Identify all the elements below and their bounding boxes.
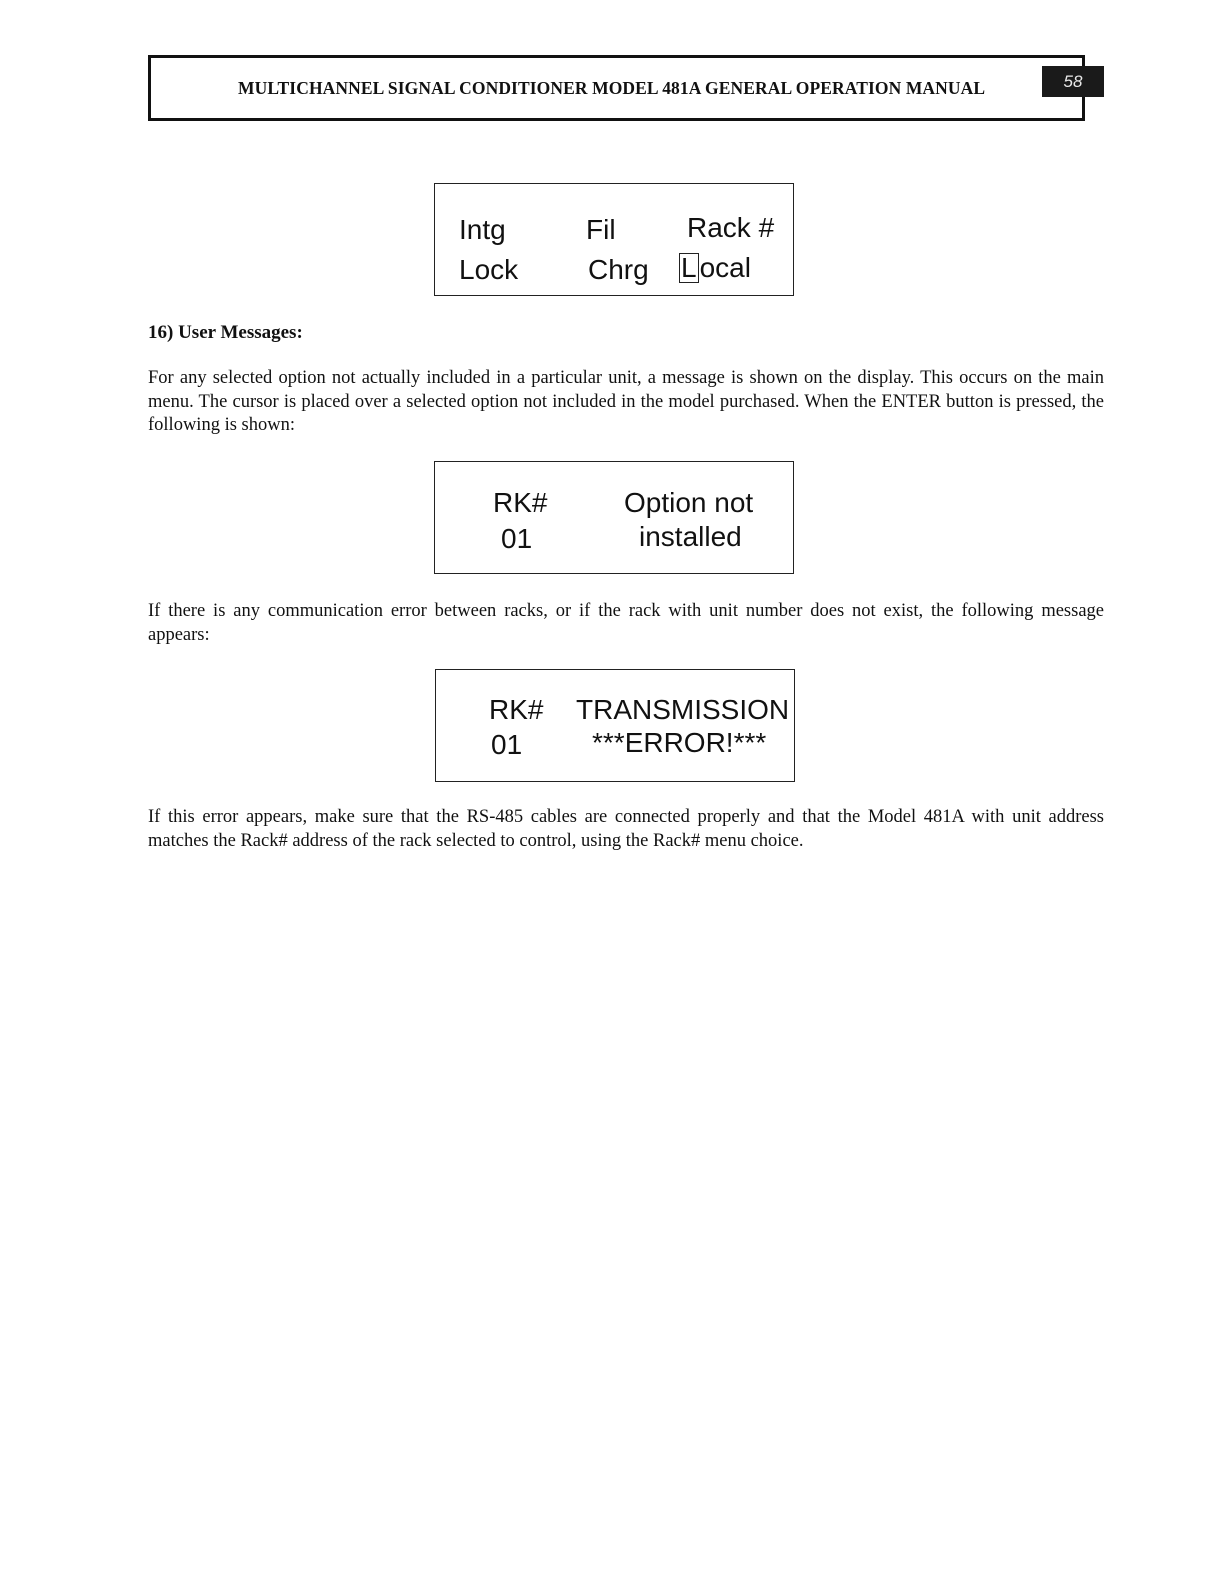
menu-option-rack: Rack # bbox=[687, 212, 775, 243]
paragraph-error-resolution: If this error appears, make sure that the RS-485 cables are connected properly and that the Model 481A with unit address matches the Rack# address of the rack selected to control, using the Rack# menu choice. bbox=[148, 807, 1104, 851]
lcd-display-main-menu bbox=[434, 183, 794, 296]
cursor-box: L bbox=[681, 252, 697, 283]
paragraph-option-not-installed: For any selected option not actually included in a particular unit, a message is shown on the display. This occurs on the main menu. The cursor is placed over a selected option not included in the model purchased. When the ENTER button is pressed, the following is shown: bbox=[148, 368, 1104, 435]
message-line-2: installed bbox=[639, 521, 742, 552]
menu-option-intg: Intg bbox=[459, 214, 506, 245]
rack-number: 01 bbox=[501, 523, 533, 554]
message-line-2: ***ERROR!*** bbox=[592, 727, 767, 758]
rack-number: 01 bbox=[491, 729, 523, 760]
message-line-1: TRANSMISSION bbox=[576, 694, 790, 725]
rack-label: RK# bbox=[489, 694, 544, 725]
message-line-1: Option not bbox=[624, 487, 754, 518]
menu-option-local bbox=[679, 253, 751, 283]
lcd-display-option-not-installed bbox=[434, 461, 794, 574]
menu-option-lock: Lock bbox=[459, 254, 519, 285]
menu-option-local-text: ocal bbox=[699, 252, 751, 283]
section-heading-user-messages: 16) User Messages: bbox=[148, 322, 303, 343]
paragraph-communication-error: If there is any communication error between racks, or if the rack with unit number does not exist, the following message appears: bbox=[148, 601, 1104, 645]
page-number: 58 bbox=[1042, 66, 1104, 97]
menu-option-chrg: Chrg bbox=[588, 254, 649, 285]
rack-label: RK# bbox=[493, 487, 548, 518]
menu-option-fil: Fil bbox=[586, 214, 616, 245]
manual-title: MULTICHANNEL SIGNAL CONDITIONER MODEL 481A GENERAL OPERATION MANUAL bbox=[238, 78, 986, 98]
lcd-display-transmission-error bbox=[435, 669, 795, 782]
